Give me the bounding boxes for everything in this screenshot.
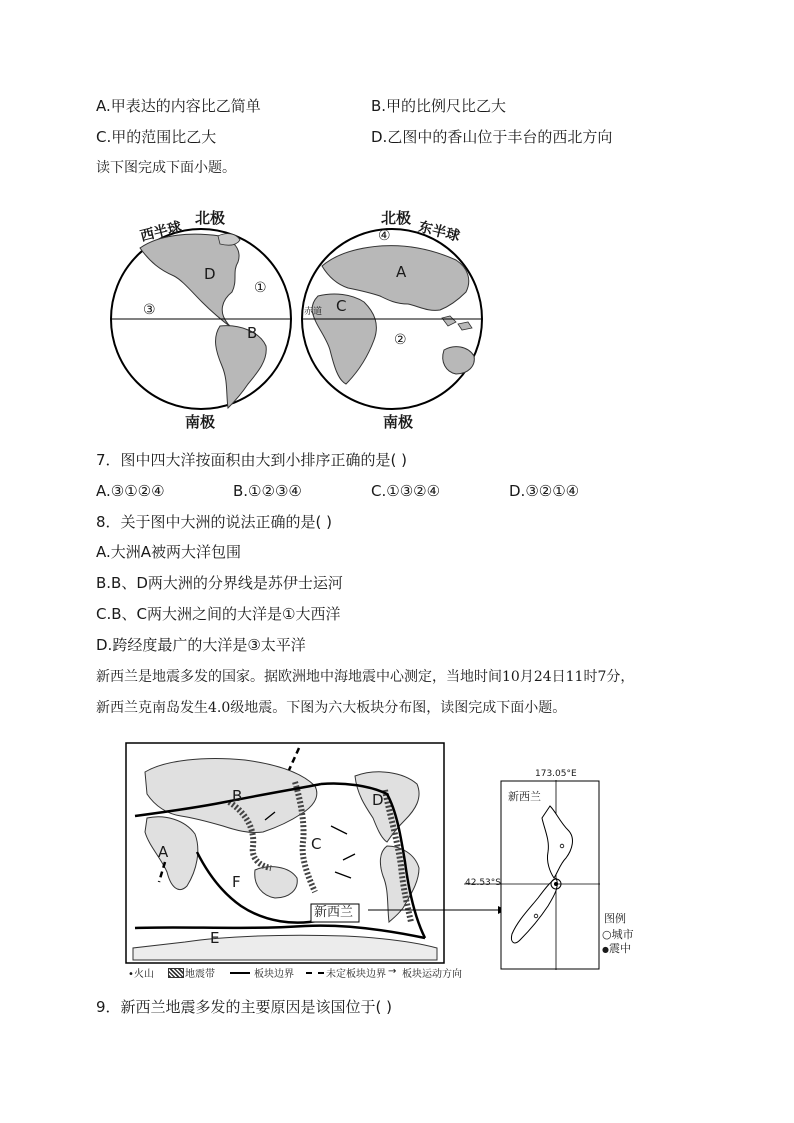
legend-quake-swatch: [168, 968, 184, 978]
continent-a-label: A: [396, 263, 407, 281]
legend-volcano: •火山: [128, 969, 154, 980]
q7-stem: 7．图中四大洋按面积由大到小排序正确的是( ): [96, 451, 408, 469]
equator-label: 赤道: [304, 307, 323, 317]
q9-stem: 9．新西兰地震多发的主要原因是该国位于( ): [96, 998, 393, 1016]
q8-option-a: A.大洲A被两大洋包围: [96, 543, 242, 561]
q8-option-b: B.B、D两大洲的分界线是苏伊士运河: [96, 574, 343, 592]
plates-legend: [128, 965, 462, 981]
q8-option-d: D.跨经度最广的大洋是③太平洋: [96, 636, 306, 654]
west-hemisphere-label: 西半球: [138, 219, 184, 245]
q7-option-d: D.③②①④: [509, 482, 580, 500]
plate-b-label: B: [232, 787, 243, 805]
ocean-1-label: ①: [254, 280, 267, 296]
q7-option-c: C.①③②④: [371, 482, 441, 500]
ocean-2-label: ②: [394, 332, 407, 348]
nz-longitude-label: 173.05°E: [535, 769, 577, 779]
lead-text-2-line1: 新西兰是地震多发的国家。据欧洲地中海地震中心测定，当地时间10月24日11时7分，: [96, 669, 635, 685]
q6-option-a: A.甲表达的内容比乙简单: [96, 97, 261, 115]
q8-stem: 8．关于图中大洲的说法正确的是( ): [96, 513, 333, 531]
plate-c-label: C: [311, 835, 322, 853]
continent-c-label: C: [336, 297, 347, 315]
plate-a-label: A: [158, 843, 169, 861]
nz-legend-city: ○城市: [602, 928, 634, 941]
nz-inset-title: 新西兰: [508, 790, 541, 803]
plate-d-label: D: [372, 791, 384, 809]
q6-option-b: B.甲的比例尺比乙大: [371, 97, 507, 115]
north-pole-label-east: 北极: [381, 209, 412, 227]
q8-option-c: C.B、C两大洲之间的大洋是①大西洋: [96, 605, 341, 623]
q7-option-a: A.③①②④: [96, 482, 165, 500]
nz-inset-map: [500, 780, 600, 970]
continent-b-label: B: [247, 324, 258, 342]
nz-latitude-label: 42.53°S: [465, 878, 501, 888]
q7-option-b: B.①②③④: [233, 482, 302, 500]
ocean-3-label: ③: [143, 302, 156, 318]
nz-legend-title: 图例: [604, 912, 626, 925]
lead-text-2-line2: 新西兰克南岛发生4.0级地震。下图为六大板块分布图，读图完成下面小题。: [96, 700, 567, 716]
east-hemisphere-label: 东半球: [416, 219, 462, 245]
new-zealand-box-label: 新西兰: [314, 905, 354, 920]
south-pole-label-east: 南极: [383, 413, 414, 431]
lead-text-1: 读下图完成下面小题。: [96, 160, 236, 176]
plate-e-label: E: [210, 929, 220, 947]
plate-f-label: F: [232, 873, 241, 891]
legend-boundary-line: [230, 972, 250, 974]
q6-option-c: C.甲的范围比乙大: [96, 128, 217, 146]
nz-legend-epicenter: ●震中: [602, 942, 631, 955]
south-pole-label-west: 南极: [185, 413, 216, 431]
continent-d-label: D: [204, 265, 216, 283]
legend-move: 板块运动方向: [402, 969, 462, 980]
legend-move-arrow: →: [388, 966, 397, 977]
legend-quake: 地震带: [185, 969, 215, 980]
ocean-4-label: ④: [378, 228, 391, 244]
connector-arrow: [368, 900, 508, 920]
legend-boundary: 板块边界: [254, 969, 294, 980]
nz-legend-epicenter-text: 震中: [608, 942, 631, 955]
legend-undef-line: [306, 972, 324, 974]
north-pole-label-west: 北极: [195, 209, 226, 227]
q6-option-d: D.乙图中的香山位于丰台的西北方向: [371, 128, 613, 146]
legend-undef: 未定板块边界: [326, 969, 386, 980]
plates-map: [125, 742, 445, 964]
